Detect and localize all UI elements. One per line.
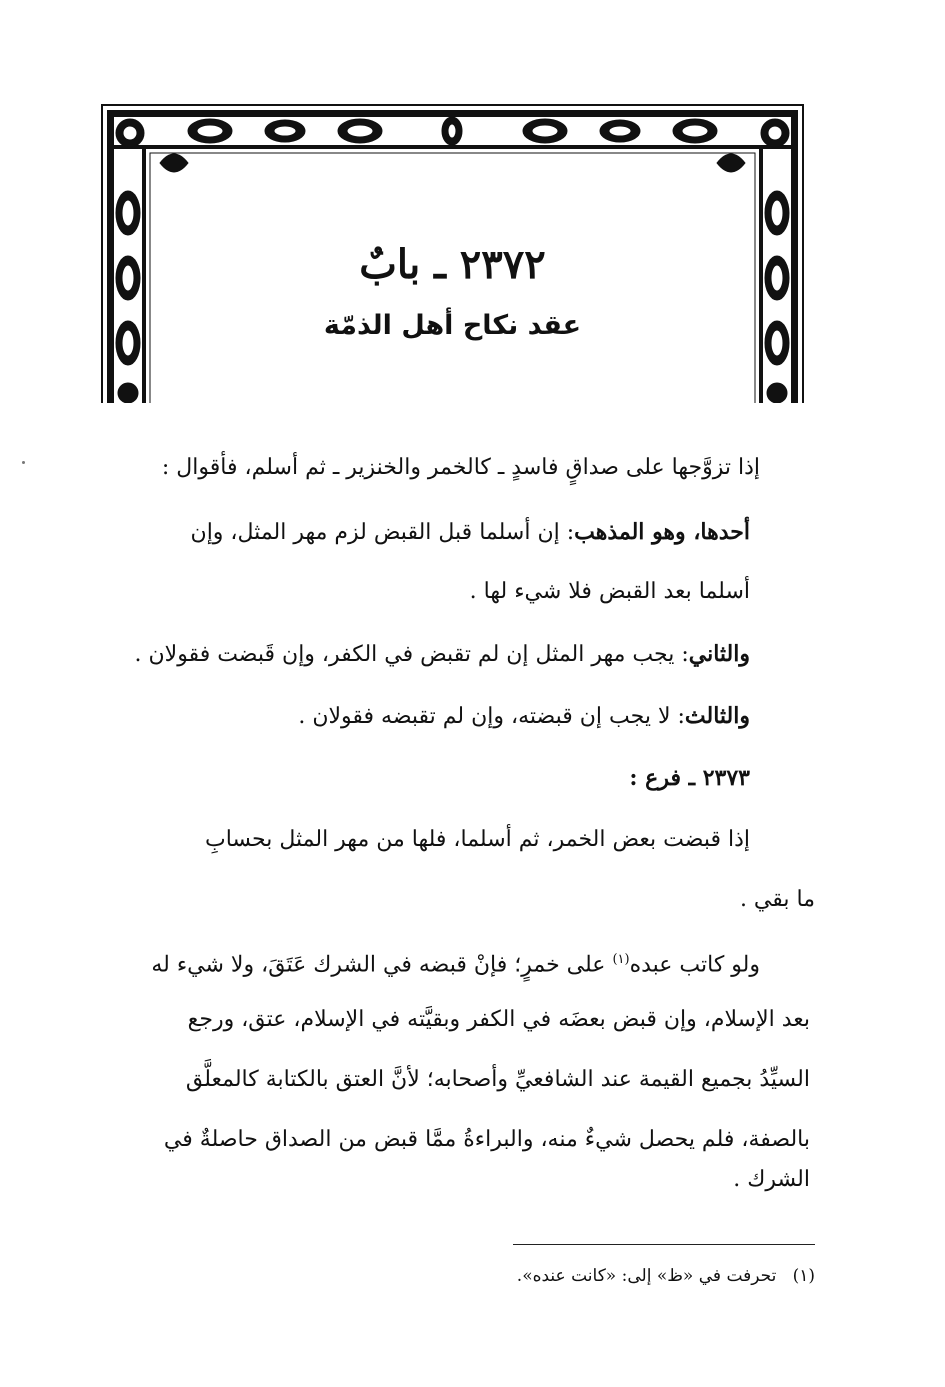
paragraph-6-part-a: ولو كاتب عبده bbox=[629, 952, 760, 978]
paragraph-4-rest: : لا يجب إن قبضته، وإن لم تقبضه فقولان . bbox=[298, 704, 685, 729]
paragraph-4 bbox=[298, 700, 750, 733]
paragraph-2-line-2: أسلما بعد القبض فلا شيء لها . bbox=[469, 579, 750, 604]
paragraph-1: إذا تزوَّجها على صداقٍ فاسدٍ ـ كالخمر والخنزير ـ ثم أسلم، فأقوال : bbox=[161, 455, 760, 480]
paragraph-6-part-b: على خمرٍ؛ فإنْ قبضه في الشرك عَتَقَ، ولا شيء له bbox=[151, 952, 606, 978]
footnote-separator bbox=[513, 1244, 815, 1245]
paragraph-6-line-3: السيِّدُ بجميع القيمة عند الشافعيِّ وأصحابه؛ لأنَّ العتق بالكتابة كالمعلَّق bbox=[185, 1067, 810, 1092]
footnote-mark: (١) bbox=[792, 1266, 815, 1286]
paragraph-6-line-2: بعد الإسلام، وإن قبض بعضَه في الكفر وبقيَّته في الإسلام، عتق، ورجع bbox=[187, 1007, 810, 1032]
chapter-title: ٢٣٧٢ ـ بابٌ bbox=[359, 241, 546, 288]
footnote-1 bbox=[517, 1266, 815, 1286]
branch-heading: ٢٣٧٣ ـ فرع : bbox=[629, 765, 750, 791]
paragraph-3-lead: والثاني bbox=[688, 641, 750, 667]
paragraph-2-line-1 bbox=[191, 516, 750, 549]
stray-mark bbox=[22, 461, 25, 464]
paragraph-5-line-2: ما بقي . bbox=[739, 887, 815, 912]
footnote-text: تحرفت في «ظ» إلى: «كانت عنده». bbox=[516, 1266, 777, 1286]
paragraph-6-line-5: الشرك . bbox=[733, 1167, 810, 1192]
paragraph-2-rest: : إن أسلما قبل القبض لزم مهر المثل، وإن bbox=[190, 520, 575, 545]
footnote-reference[interactable]: (١) bbox=[612, 952, 630, 967]
paragraph-2-lead: أحدها، وهو المذهب bbox=[574, 519, 750, 545]
chapter-subtitle: عقد نكاح أهل الذمّة bbox=[323, 310, 582, 341]
paragraph-6-line-4: بالصفة، فلم يحصل شيءٌ منه، والبراءةُ ممَّا قبض من الصداق حاصلةٌ في bbox=[163, 1127, 810, 1152]
paragraph-5-line-1: إذا قبضت بعض الخمر، ثم أسلما، فلها من مهر المثل بحسابِ bbox=[204, 827, 750, 852]
ornamental-header-frame bbox=[100, 103, 805, 403]
paragraph-3 bbox=[135, 638, 750, 671]
paragraph-6-line-1 bbox=[151, 944, 760, 981]
paragraph-3-rest: : يجب مهر المثل إن لم تقبض في الكفر، وإن قَبضت فقولان . bbox=[134, 642, 689, 667]
paragraph-4-lead: والثالث bbox=[684, 703, 750, 729]
